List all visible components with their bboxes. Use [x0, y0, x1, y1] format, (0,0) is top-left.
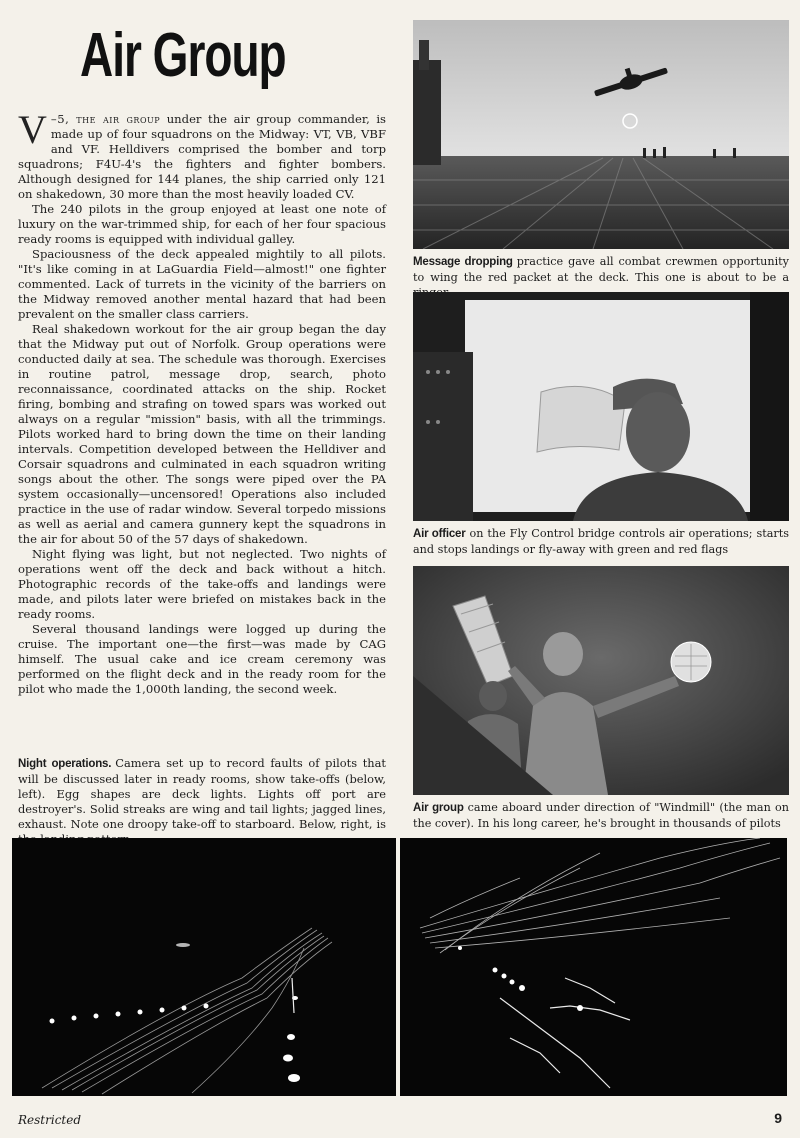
lead-in: –5, the air group [50, 112, 161, 126]
paragraph-1-text: under the air group commander, is made up of four squadrons on the Midway: VT, VB, VBF and VF. Helldivers comprised the bomber and torp squadrons; F4U-4's the fighters and fighter bombers. Although designed for 144 planes, the ship carried only 121 on shakedown, 30 more than the most heavily loaded CV. [18, 112, 386, 201]
night-operations-caption [18, 756, 386, 847]
caption-text: practice gave all combat crewmen opportunity to wing the red packet at the deck. This one is about to be a [413, 255, 789, 284]
photo-air-group [413, 566, 789, 795]
photo-night-takeoffs [12, 838, 396, 1096]
footer-restricted: Restricted [18, 1113, 82, 1127]
caption-label: Night operations. [18, 758, 112, 770]
page-number: 9 [774, 1110, 782, 1126]
drop-cap: V [18, 107, 47, 152]
page-title: Air Group [80, 19, 286, 90]
paragraph-5: Night flying was light, but not neglected. Two nights of operations went off the deck and back without a hitch. Photographic records of the take-offs and landings were made, and pilots later were briefed on mistakes back in the ready rooms. [18, 547, 386, 621]
paragraph-6: Several thousand landings were logged up during the cruise. The important one—the first—was made by CAG himself. The usual cake and ice cream ceremony was performed on the flight deck and in the ready room for the pilot who made the 1,000th landing, the second week. [18, 622, 386, 696]
article-body [18, 107, 386, 697]
caption-label: Air group [413, 802, 464, 814]
photo-night-landing-pattern [400, 838, 787, 1096]
paragraph-2: The 240 pilots in the group enjoyed at least one note of luxury on the war-trimmed ship, for each of her four spacious ready rooms is equipped with individual galley. [18, 202, 386, 246]
caption-air-group [413, 800, 789, 831]
caption-air-officer [413, 526, 789, 557]
caption-text: Camera set up to record faults of pilots that will be discussed later in ready rooms, show take-offs (below, left). Egg shapes are deck lights. Lights off port are destroyer's. Solid streaks are wing and tail lights; jagged lines, exhaust. Note one droopy take-off to starboard. Below, right, is [18, 756, 387, 831]
caption-text: on the Fly Control bridge controls air operations; starts and stops landings or fly-away with green and red flags [413, 527, 789, 556]
photo-message-dropping [413, 20, 789, 249]
photo-air-officer [413, 292, 789, 521]
paragraph-4: Real shakedown workout for the air group began the day that the Midway put out of Norfolk. Group operations were conducted daily at sea. The schedule was thorough. Exercises in routine patrol, message drop, search, photo reconnaissance, coordinated attacks on the ship. Rocket firing, bombing and strafing on towed spars was worked out always on a regular "mission" basis, with all the trimmings. Pilots worked hard to bring down the time on their landing intervals. Competition developed between the Helldiver and Corsair squadrons and culminated in each squadron writing songs about the other. The songs were piped over the PA system occasionally—uncensored! Operations also included practice in the use of radar window. Several torpedo missions as well as aerial and camera gunnery kept the squadrons in the air for about 50 of the 57 days of shakedown. [18, 322, 386, 546]
caption-label: Message dropping [413, 256, 513, 268]
paragraph-1 [18, 107, 386, 202]
paragraph-3: Spaciousness of the deck appealed mightily to all pilots. "It's like coming in at LaGuardia Field—almost!" one fighter commented. Lack of turrets in the vicinity of the barriers on the Midway removed another mental hazard that had been prevalent on the smaller class carriers. [18, 247, 386, 321]
caption-text: came aboard under direction of "Windmill" (the man on the cover). In his long career, he's brought in thousands of pilots [413, 801, 789, 830]
caption-label: Air officer [413, 528, 466, 540]
